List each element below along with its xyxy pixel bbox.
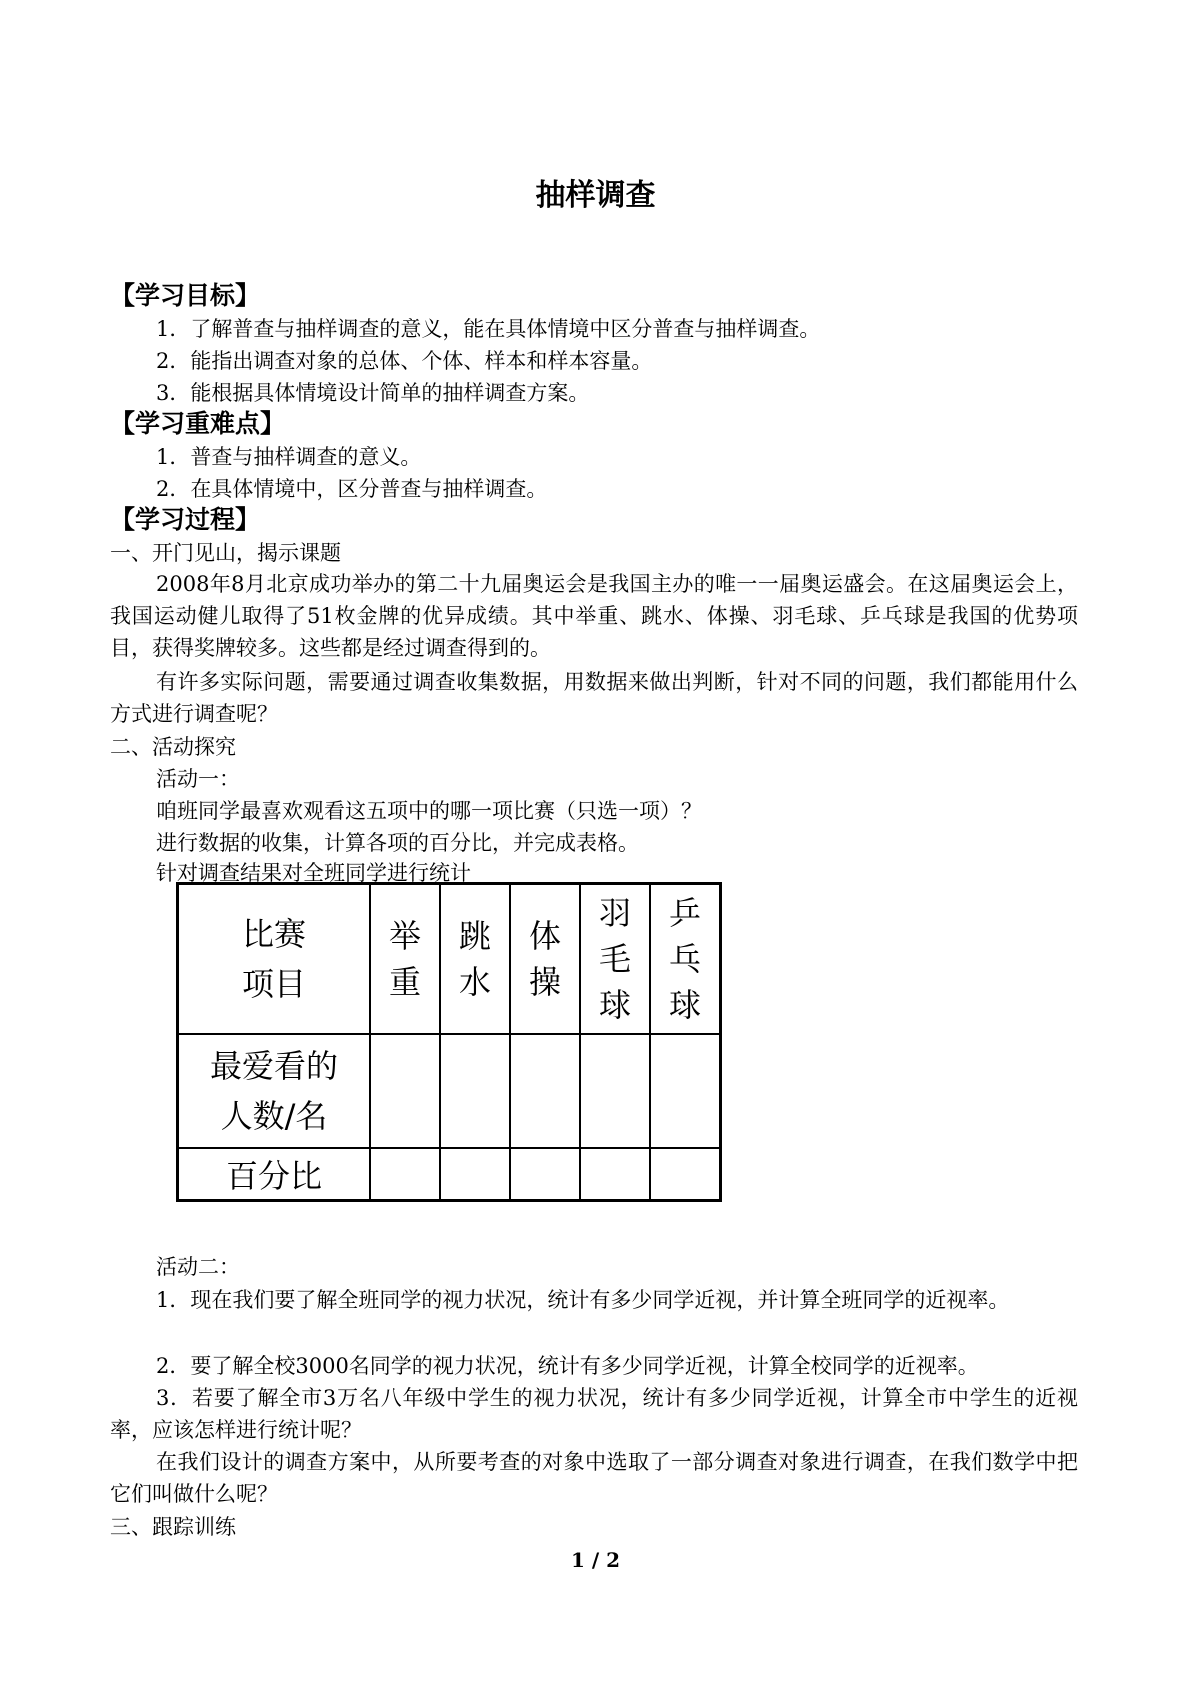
page-number: 1 / 2	[570, 1548, 621, 1572]
table-empty-cell[interactable]	[650, 1148, 721, 1201]
objective-item: 2．能指出调查对象的总体、个体、样本和样本容量。	[156, 349, 653, 373]
activity2-label: 活动二：	[156, 1255, 240, 1279]
table-empty-cell[interactable]	[440, 1034, 510, 1148]
key-point-item: 2．在具体情境中，区分普查与抽样调查。	[156, 477, 548, 501]
table-empty-cell[interactable]	[510, 1034, 580, 1148]
activity1-line: 针对调查结果对全班同学进行统计	[156, 861, 471, 885]
table-row	[178, 884, 721, 1035]
table-header-cell	[440, 884, 510, 1035]
table-row	[178, 1034, 721, 1148]
process-heading: 【学习过程】	[110, 505, 261, 534]
table-header-cell	[580, 884, 650, 1035]
table-empty-cell[interactable]	[580, 1034, 650, 1148]
column-label: 乒乓球	[668, 894, 701, 1024]
activity1-line: 咱班同学最喜欢观看这五项中的哪一项比赛（只选一项）？	[156, 799, 702, 823]
table-row-label-cell	[178, 1148, 371, 1201]
section1-paragraph-1: 2008年8月北京成功举办的第二十九届奥运会是我国主办的唯一一届奥运盛会。在这届奥运会上，我国运动健儿取得了51枚金牌的优异成绩。其中举重、跳水、体操、羽毛球、乒乓球是我国的优势项目，获得奖牌较多。这些都是经过调查得到的。	[110, 572, 1078, 660]
column-label: 羽毛球	[598, 894, 631, 1024]
table-header-cell	[650, 884, 721, 1035]
table-header-cell	[178, 884, 371, 1035]
objective-item: 1．了解普查与抽样调查的意义，能在具体情境中区分普查与抽样调查。	[156, 317, 821, 341]
header-label-line1: 比赛	[241, 915, 306, 953]
activity1-label: 活动一：	[156, 767, 240, 791]
activity2-paragraph: 2．要了解全校3000名同学的视力状况，统计有多少同学近视，计算全校同学的近视率。	[156, 1354, 979, 1378]
table-header-cell	[370, 884, 440, 1035]
table-empty-cell[interactable]	[580, 1148, 650, 1201]
table-empty-cell[interactable]	[510, 1148, 580, 1201]
section2-title: 二、活动探究	[110, 735, 236, 759]
key-points-heading: 【学习重难点】	[110, 409, 286, 438]
key-point-item: 1．普查与抽样调查的意义。	[156, 445, 422, 469]
section1-title: 一、开门见山，揭示课题	[110, 541, 341, 565]
header-label-line2: 项目	[241, 965, 306, 1003]
column-label: 跳水	[458, 917, 491, 1001]
table-empty-cell[interactable]	[370, 1148, 440, 1201]
objectives-heading: 【学习目标】	[110, 281, 261, 310]
activity2-paragraph: 在我们设计的调查方案中，从所要考查的对象中选取了一部分调查对象进行调查，在我们数学中把它们叫做什么呢？	[110, 1450, 1078, 1506]
section1-paragraph-2: 有许多实际问题，需要通过调查收集数据，用数据来做出判断，针对不同的问题，我们都能用什么方式进行调查呢？	[110, 670, 1078, 726]
count-label-line1: 最爱看的	[209, 1047, 338, 1085]
activity2-paragraph: 1．现在我们要了解全班同学的视力状况，统计有多少同学近视，并计算全班同学的近视率。	[156, 1288, 1010, 1312]
table-row	[178, 1148, 721, 1201]
table-empty-cell[interactable]	[440, 1148, 510, 1201]
survey-table	[176, 882, 722, 1202]
table-empty-cell[interactable]	[370, 1034, 440, 1148]
activity2-paragraph: 3．若要了解全市3万名八年级中学生的视力状况，统计有多少同学近视，计算全市中学生的近视率，应该怎样进行统计呢？	[110, 1386, 1078, 1442]
page-title: 抽样调查	[535, 178, 656, 213]
table-empty-cell[interactable]	[650, 1034, 721, 1148]
percent-label: 百分比	[225, 1157, 322, 1195]
table-header-cell	[510, 884, 580, 1035]
section3-title: 三、跟踪训练	[110, 1515, 236, 1539]
table-row-label-cell	[178, 1034, 371, 1148]
column-label: 体操	[528, 917, 561, 1001]
column-label: 举重	[388, 917, 421, 1001]
activity1-line: 进行数据的收集，计算各项的百分比，并完成表格。	[156, 831, 639, 855]
objective-item: 3．能根据具体情境设计简单的抽样调查方案。	[156, 381, 590, 405]
count-label-line2: 人数/名	[220, 1097, 328, 1135]
